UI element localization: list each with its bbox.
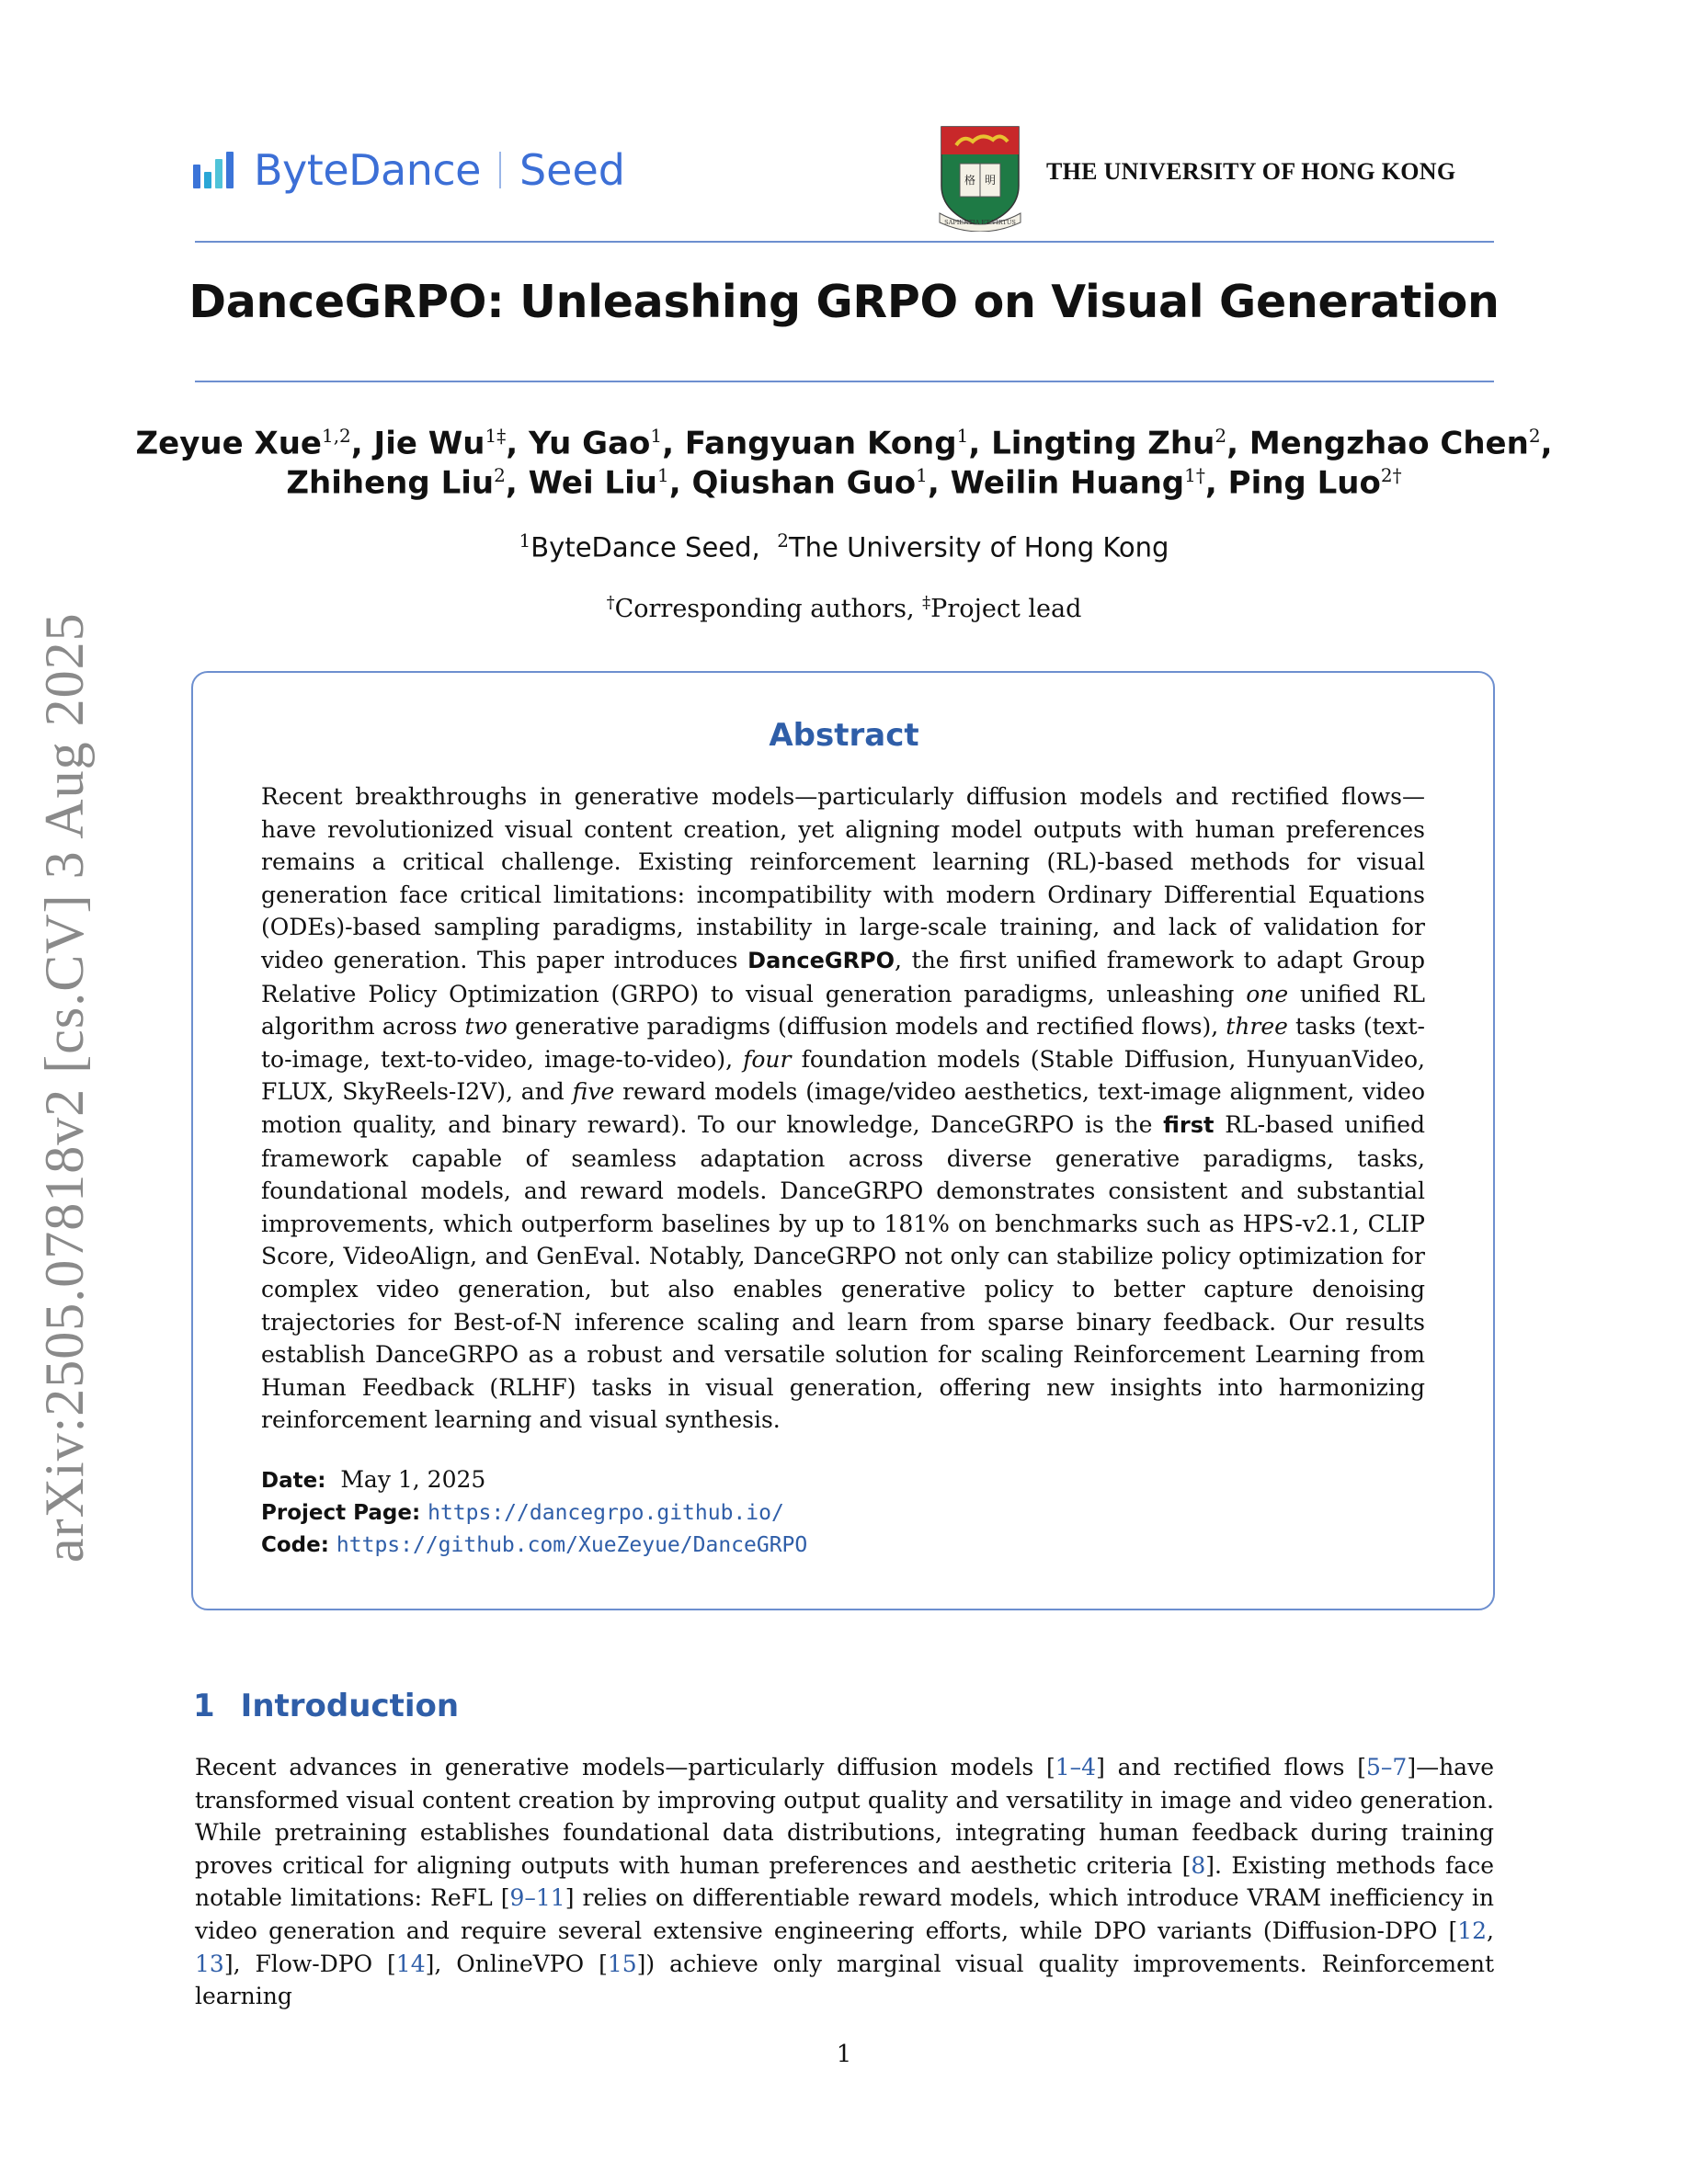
bytedance-mark-icon — [193, 150, 237, 190]
author-name: Wei Liu — [528, 464, 657, 502]
date-line: Date: May 1, 2025 — [261, 1466, 486, 1493]
author-affiliation-mark: 1† — [1184, 464, 1205, 486]
hku-name: THE UNIVERSITY OF HONG KONG — [1046, 158, 1456, 185]
italic-term: four — [743, 1045, 792, 1073]
italic-term: three — [1226, 1013, 1288, 1041]
author-name: Zhiheng Liu — [286, 464, 495, 502]
date-value: May 1, 2025 — [340, 1466, 486, 1493]
author-name: Qiushan Guo — [691, 464, 917, 502]
authors-line-1: Zeyue Xue$^{1,2}$, Jie $Wu^{1\ddagger}$, Yu Gao$^1$, Fangyuan Kong$^1$, Lingting Zhu$^2$, Mengzhao Chen$^2$, — [135, 425, 1553, 462]
author-affiliation-mark: 1 — [656, 464, 669, 486]
author-affiliation-mark: 1‡ — [485, 425, 507, 447]
citation-link[interactable]: 15 — [607, 1950, 637, 1977]
author-name: Yu Gao — [528, 425, 651, 462]
author-affiliation-mark: 1 — [916, 464, 928, 486]
author-affiliation-mark: 2† — [1380, 464, 1402, 486]
author-name: Jie Wu — [373, 425, 485, 462]
author-name: Lingting Zhu — [991, 425, 1215, 462]
author-affiliation-mark: 2 — [494, 464, 506, 486]
section-heading-introduction: 1 Introduction — [193, 1688, 460, 1724]
project-page-link[interactable]: https://dancegrpo.github.io/ — [428, 1501, 784, 1525]
author-name: Zeyue Xue — [135, 425, 322, 462]
author-name: Fangyuan Kong — [684, 425, 957, 462]
abstract-heading: Abstract — [769, 717, 919, 754]
header-rule — [195, 241, 1494, 243]
correspondence-note: †Corresponding authors, ‡Project lead — [606, 593, 1082, 623]
author-name: Mengzhao Chen — [1249, 425, 1529, 462]
hku-crest-icon — [936, 121, 1024, 232]
code-line: Code: https://github.com/XueZeyue/DanceGRPO — [261, 1533, 808, 1557]
citation-link[interactable]: 8 — [1191, 1851, 1206, 1879]
affiliations: $^1$ByteDance Seed, $^2$The University of Hong Kong — [519, 529, 1169, 563]
citation-link[interactable]: 13 — [195, 1950, 224, 1977]
logo-separator — [499, 152, 501, 188]
arxiv-side-stamp: arXiv:2505.07818v2 [cs.CV] 3 Aug 2025 — [34, 612, 95, 1563]
paper-title: DanceGRPO: Unleashing GRPO on Visual Generation — [188, 276, 1500, 328]
citation-link[interactable]: 14 — [395, 1950, 426, 1977]
introduction-text: Recent advances in generative models—particularly diffusion models [1–4] and rectified flows [5–7]—have transformed visual content creation by improving output quality and versatility in image and video generation. While pretraining establishes foundational data distributions, integrating human feedback during training proves critical for aligning outputs with human preferences and aesthetic criteria [8]. Existing methods face notable limitations: ReFL [9–11] relies on differentiable reward models, which introduce VRAM inefficiency in video generation and require several extensive engineering efforts, while DPO variants (Diffusion-DPO [12, 13], Flow-DPO [14], OnlineVPO [15]) achieve only marginal visual quality improvements. Reinforcement learning — [195, 1754, 1495, 2010]
italic-term: five — [572, 1078, 615, 1106]
author-affiliation-mark: 1 — [956, 425, 969, 447]
affiliation-1: ByteDance Seed — [530, 531, 752, 563]
svg-text:格: 格 — [964, 174, 976, 187]
title-rule — [195, 381, 1494, 382]
svg-text:明: 明 — [984, 174, 997, 187]
project-page-line: Project Page: https://dancegrpo.github.io/ — [261, 1501, 784, 1525]
author-affiliation-mark: 2 — [1215, 425, 1227, 447]
author-name: Ping Luo — [1227, 464, 1381, 502]
citation-link[interactable]: 5–7 — [1366, 1754, 1408, 1780]
bold-term: DanceGRPO — [747, 947, 895, 973]
bold-term: first — [1163, 1111, 1215, 1138]
affiliation-2: The University of Hong Kong — [788, 531, 1169, 563]
code-link[interactable]: https://github.com/XueZeyue/DanceGRPO — [336, 1533, 808, 1557]
author-affiliation-mark: 2 — [1528, 425, 1541, 447]
citation-link[interactable]: 1–4 — [1055, 1754, 1097, 1780]
italic-term: two — [464, 1013, 508, 1041]
svg-text:SAPIENTIA ET VIRTUS: SAPIENTIA ET VIRTUS — [944, 219, 1016, 226]
authors-line-2: Zhiheng Liu$^2$, Wei Liu$^1$, Qiushan Guo$^1$, Weilin Huang$^{1\dagger}$, Ping Luo$^{2\dagger}$ — [286, 464, 1402, 502]
abstract-text: Recent breakthroughs in generative models—particularly diffusion models and rectified flows—have revolutionized visual content creation, yet aligning model outputs with human preferences remains a critical challenge. Existing reinforcement learning (RL)-based methods for visual generation face critical limitations: incompatibility with modern Ordinary Differential Equations (ODEs)-based sampling paradigms, instability in large-scale training, and lack of validation for video generation. This paper introduces DanceGRPO, the first unified framework to adapt Group Relative Policy Optimization (GRPO) to visual generation paradigms, unleashing one unified RL algorithm across two generative paradigms (diffusion models and rectified flows), three tasks (text-to-image, text-to-video, image-to-video), four foundation models (Stable Diffusion, HunyuanVideo, FLUX, SkyReels-I2V), and five reward models (image/video aesthetics, text-image alignment, video motion quality, and binary reward). To our knowledge, DanceGRPO is the first RL-based unified framework capable of seamless adaptation across diverse generative paradigms, tasks, foundational models, and reward models. DanceGRPO demonstrates consistent and substantial improvements, which outperform baselines by up to 181% on benchmarks such as HPS-v2.1, CLIP Score, VideoAlign, and GenEval. Notably, DanceGRPO not only can stabilize policy optimization for complex video generation, but also enables generative policy to better capture denoising trajectories for Best-of-N inference scaling and learn from sparse binary feedback. Our results establish DanceGRPO as a robust and versatile solution for scaling Reinforcement Learning from Human Feedback (RLHF) tasks in visual generation, offering new insights into harmonizing reinforcement learning and visual synthesis. — [261, 783, 1426, 1434]
page-number: 1 — [836, 2041, 852, 2068]
author-affiliation-mark: 1,2 — [321, 425, 351, 447]
citation-link[interactable]: 9–11 — [509, 1884, 565, 1912]
italic-term: one — [1246, 980, 1289, 1007]
citation-link[interactable]: 12 — [1457, 1917, 1488, 1944]
author-affiliation-mark: 1 — [650, 425, 663, 447]
bytedance-seed-logo — [193, 145, 625, 195]
author-name: Weilin Huang — [950, 464, 1185, 502]
bytedance-wordmark: ByteDance — [254, 145, 481, 195]
seed-wordmark: Seed — [519, 145, 625, 195]
